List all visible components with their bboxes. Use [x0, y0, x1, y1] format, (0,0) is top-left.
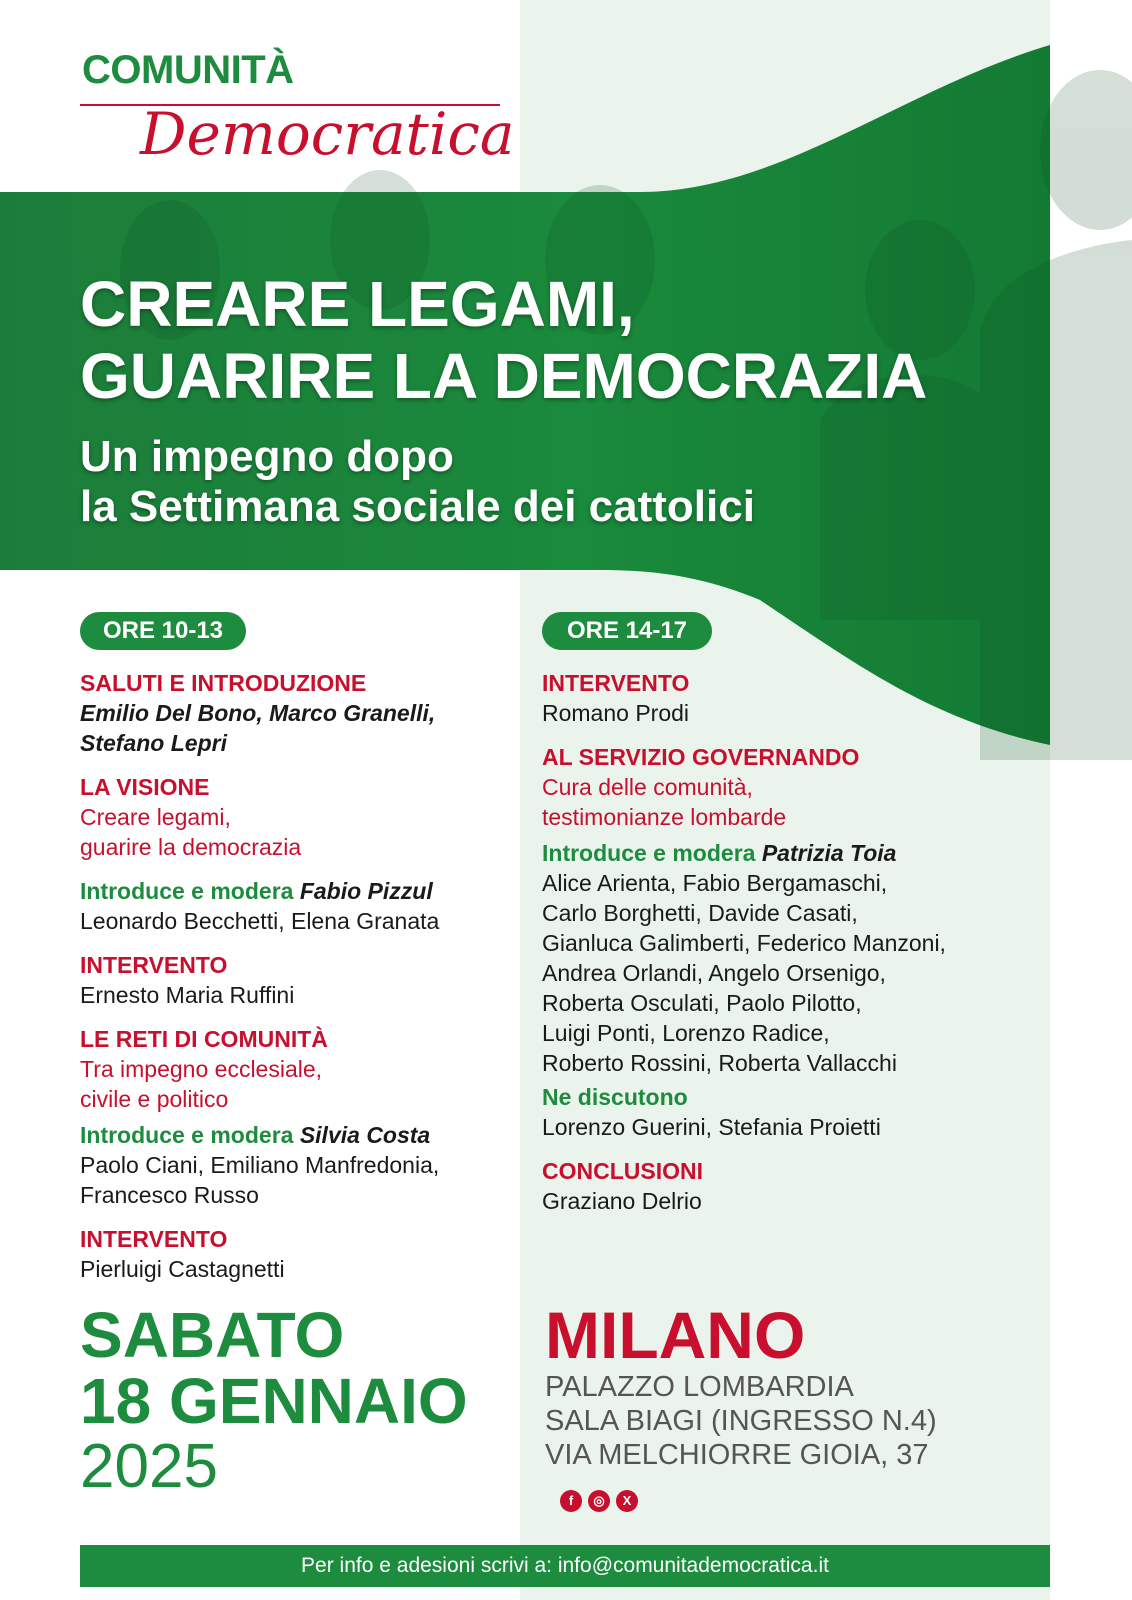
location-line-2: SALA BIAGI (INGRESSO N.4) — [545, 1405, 937, 1437]
event-location — [545, 1300, 937, 1472]
afternoon-time-badge: ORE 14-17 — [542, 612, 712, 650]
discutono-section — [542, 1082, 982, 1142]
visione-modera-label: Introduce e modera — [80, 878, 294, 904]
conclusioni-section — [542, 1156, 982, 1216]
discutono-names: Lorenzo Guerini, Stefania Proietti — [542, 1114, 881, 1140]
servizio-section — [542, 742, 982, 832]
instagram-icon[interactable]: ◎ — [588, 1490, 610, 1512]
intervento-2-heading: INTERVENTO — [80, 1226, 228, 1252]
servizio-sub-2: testimonianze lombarde — [542, 804, 787, 830]
x-icon[interactable]: X — [616, 1490, 638, 1512]
event-city: MILANO — [545, 1298, 806, 1372]
servizio-speaker-line: Andrea Orlandi, Angelo Orsenigo, — [542, 960, 886, 986]
visione-speakers: Leonardo Becchetti, Elena Granata — [80, 908, 440, 934]
servizio-heading: AL SERVIZIO GOVERNANDO — [542, 744, 860, 770]
saluti-heading: SALUTI E INTRODUZIONE — [80, 670, 367, 696]
servizio-speaker-line: Gianluca Galimberti, Federico Manzoni, — [542, 930, 946, 956]
saluti-section — [80, 668, 520, 758]
visione-sub-1: Creare legami, — [80, 804, 231, 830]
servizio-panel — [542, 838, 982, 1078]
afternoon-program — [542, 668, 982, 1230]
location-line-3: VIA MELCHIORRE GIOIA, 37 — [545, 1439, 929, 1471]
event-date-day-month: 18 GENNAIO — [80, 1365, 468, 1437]
servizio-speaker-line: Roberto Rossini, Roberta Vallacchi — [542, 1050, 897, 1076]
subtitle-line-1: Un impegno dopo — [80, 432, 454, 481]
visione-modera-name: Fabio Pizzul — [299, 878, 433, 904]
servizio-modera-label: Introduce e modera — [542, 840, 756, 866]
prodi-section — [542, 668, 982, 728]
page-subtitle — [80, 432, 755, 532]
servizio-speaker-line: Alice Arienta, Fabio Bergamaschi, — [542, 870, 888, 896]
intervento-2-section — [80, 1224, 520, 1284]
saluti-names-2: Stefano Lepri — [80, 730, 227, 756]
visione-sub-2: guarire la democrazia — [80, 834, 302, 860]
event-day: SABATO — [80, 1299, 345, 1371]
servizio-speaker-line: Roberta Osculati, Paolo Pilotto, — [542, 990, 862, 1016]
servizio-speaker-line: Carlo Borghetti, Davide Casati, — [542, 900, 858, 926]
reti-speakers-1: Paolo Ciani, Emiliano Manfredonia, — [80, 1152, 440, 1178]
subtitle-line-2: la Settimana sociale dei cattolici — [80, 482, 755, 531]
event-date — [80, 1299, 468, 1501]
event-year: 2025 — [80, 1432, 218, 1501]
servizio-sub-1: Cura delle comunità, — [542, 774, 753, 800]
reti-modera-label: Introduce e modera — [80, 1122, 294, 1148]
reti-sub-1: Tra impegno ecclesiale, — [80, 1056, 323, 1082]
reti-modera-name: Silvia Costa — [299, 1122, 431, 1148]
logo — [80, 48, 515, 168]
reti-heading: LE RETI DI COMUNITÀ — [80, 1026, 328, 1052]
social-links — [560, 1490, 638, 1512]
morning-program — [80, 668, 520, 1298]
visione-section — [80, 772, 520, 862]
conclusioni-heading: CONCLUSIONI — [542, 1158, 703, 1184]
title-line-2: GUARIRE LA DEMOCRAZIA — [80, 340, 928, 412]
logo-script-text: Democratica — [140, 100, 515, 168]
intervento-2-name: Pierluigi Castagnetti — [80, 1256, 285, 1282]
visione-heading: LA VISIONE — [80, 774, 210, 800]
reti-section — [80, 1024, 520, 1114]
visione-panel — [80, 876, 520, 936]
reti-speakers-2: Francesco Russo — [80, 1182, 259, 1208]
conclusioni-name: Graziano Delrio — [542, 1188, 702, 1214]
intervento-1-section — [80, 950, 520, 1010]
afternoon-intervento-heading: INTERVENTO — [542, 670, 690, 696]
intervento-1-name: Ernesto Maria Ruffini — [80, 982, 295, 1008]
reti-panel — [80, 1120, 520, 1210]
page-title — [80, 268, 927, 412]
logo-top-text: COMUNITÀ — [82, 48, 294, 92]
servizio-speaker-line: Luigi Ponti, Lorenzo Radice, — [542, 1020, 830, 1046]
reti-sub-2: civile e politico — [80, 1086, 229, 1112]
footer-contact-bar: Per info e adesioni scrivi a: info@comunitademocratica.it — [80, 1545, 1050, 1587]
saluti-names-1: Emilio Del Bono, Marco Granelli, — [80, 700, 436, 726]
location-line-1: PALAZZO LOMBARDIA — [545, 1371, 854, 1403]
servizio-modera-name: Patrizia Toia — [761, 840, 897, 866]
afternoon-intervento-name: Romano Prodi — [542, 700, 690, 726]
intervento-1-heading: INTERVENTO — [80, 952, 228, 978]
title-line-1: CREARE LEGAMI, — [80, 268, 635, 340]
morning-time-badge: ORE 10-13 — [80, 612, 246, 650]
discutono-label: Ne discutono — [542, 1084, 688, 1110]
facebook-icon[interactable]: f — [560, 1490, 582, 1512]
